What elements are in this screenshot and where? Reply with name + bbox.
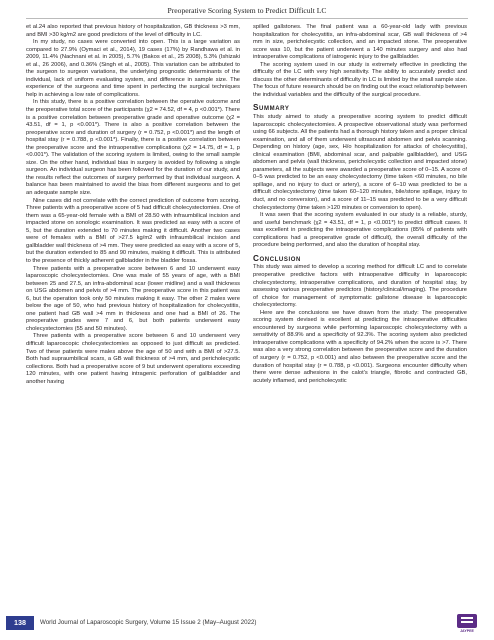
body-paragraph: In this study, there is a positive correlation between the operative outcome and the preoperative total score of the participants (χ2 = 74.52, df = 4, p <0.001*). There is a positive correlation between preoperative grade and operative outcome (χ2 = 43.51, df = 1, p <0.001*). There is also a positive correlation between the preoperative score and duration of surgery (r = 0.752, p <0.001*) and the length of hospital stay (r = 0.788, p <0.001*). Finally, there is a positive correlation between the preoperative score and the intraoperative complications (χ2 = 14.75, df = 1, p <0.001*). The validation of the scoring system is limited, owing to the small sample size. On the other hand, individual bias in surgery is avoided by following a single surgeon. An individual surgeon has been followed for the duration of our study, and the results reflect the outcomes of surgery performed by that individual surgeon. A balance has been maintained to avoid the bias from different surgeons and to get an adequate sample size. xyxy=(26,99,240,197)
header-rule xyxy=(26,18,468,19)
body-paragraph: Nine cases did not correlate with the correct prediction of outcome from scoring. Three patients with a preoperative score of 5 had difficult cholecystectomies. One of them was a 65-year-old female with a BMI of 28.50 with infraumbilical incision and impacted stone on sonologic examination. It was predicted as easy with a score of 5, but the duration extended to 70 minutes making it difficult. Another two cases were of females with a BMI of >27.5 kg/m2 with infraumbilical incision and gallbladder wall thickness of >4 mm. They were predicted as easy with a score of 5, but the duration extended to 85 and 90 minutes, making it difficult. This is attributed to the presence of thickly adherent gallbladder in the bladder fossa. xyxy=(26,197,240,264)
logo-text: JAYPEE xyxy=(460,629,474,633)
summary-heading: Summary xyxy=(253,103,290,113)
body-paragraph: et al.24 also reported that previous history of hospitalization, GB thickness >3 mm, and BMI >30 kg/m2 are good predictors of the level of difficulty in LC. xyxy=(26,24,240,38)
running-header: Preoperative Scoring System to Predict Difficult LC xyxy=(167,6,327,15)
conclusion-paragraph: This study was aimed to develop a scoring method for difficult LC and to correlate preoperative predictive factors with intraoperative difficulty in laparoscopic cholecystectomy, intraoperative complications, and duration of hospital stay, by assessing various preoperative predictors (history/clinical/imaging). The procedure of choice for management of symptomatic gallstone disease is laparoscopic cholecystectomy. xyxy=(253,264,467,309)
publisher-logo-icon xyxy=(454,613,480,633)
summary-paragraph: It was seen that the scoring system evaluated in our study is a reliable, sturdy, and useful benchmark (χ2 = 43.51, df = 1, p <0.001*) to predict difficult cases. It was excellent in predicting the intraoperative complications (85% of patients with complications had a preoperative grade of difficult), the overall difficulty of the procedure being performed, and also the duration of hospital stay. xyxy=(253,212,467,249)
left-column xyxy=(26,24,240,386)
summary-paragraph: This study aimed to study a preoperative scoring system to predict difficult laparoscopic cholecystectomies. A prospective observational study was performed using 66 subjects. All the patients had a thorough history taken and a proper clinical examination, and all of them underwent ultrasound abdomen and pelvis scanning. Depending on history (age, sex, H/o hospitalization for attacks of cholecystitis), clinical examination (BMI, abdominal scar, and palpable gallbladder), and USG abdomen and pelvis (wall thickness, pericholecystic collection and impacted stone) parameters, all the subjects were awarded a preoperative score of 0–15. A score of 0–5 was predicted to be an easy cholecystectomy (time taken <60 minutes, no bile spillage, and no injury to duct or artery), a score of 6–10 was predicted to be a difficult cholecystectomy (time taken 60–120 minutes, bile/stone spillage, injury to duct, and no conversion), and a score of 11–15 was predicted to be a very difficult cholecystectomy (time taken >120 minutes or conversion to open). xyxy=(253,114,467,211)
journal-citation: World Journal of Laparoscopic Surgery, Volume 15 Issue 2 (May–August 2022) xyxy=(40,619,257,626)
body-paragraph: Three patients with a preoperative score between 6 and 10 underwent easy laparoscopic cholecystectomies. One was male of 55 years of age, with a BMI between 25 and 27.5, an infra-abdominal scar (lower midline) and a wall thickness on USG abdomen and pelvis of >4 mm. The preoperative score in this patient was 6, but the operation took only 50 minutes making it easy. The other 2 males were below the age of 50, who had previous history of hospitalization for cholecystitis, one patient had GB wall >4 mm in thickness and one had a BMI of 26. The preoperative grades were 7 and 6, but both patients underwent easy cholecystectomies (55 and 50 minutes). xyxy=(26,265,240,332)
body-paragraph: Three patients with a preoperative score between 6 and 10 underwent very difficult laparoscopic cholecystectomies as opposed to just difficult as predicted. Two of these patients were males above the age of 50 and with a BMI of >27.5. Both had supraumbilical scars, a GB wall thickness of >4 mm, and pericholecystic collections. Both had a preoperative score of 9 but underwent operations exceeding 120 minutes, with one patient having intragenic perforation of gallbladder and another having xyxy=(26,333,240,385)
conclusion-paragraph: Here are the conclusions we have drawn from the study: The preoperative scoring system devised is excellent at predicting the intraoperative difficulties encountered by surgeons while performing laparoscopic cholecystectomy with a sensitivity of 88.9% and a specificity of 92.3%. The scoring system also predicted intraoperative complications with a specificity of 94.2% when the score is >7. There was also a very strong correlation between the preoperative score and the duration of surgery (r = 0.752, p <0.001) and also between the preoperative score and the duration of hospital stay (r = 0.788, p <0.001). Surgeons encounter difficulty when there were dense adhesions in the calot's triangle, fibrotic and contracted GB, acutely inflamed, and pericholecystic xyxy=(253,309,467,384)
right-column xyxy=(253,24,467,385)
body-paragraph: The scoring system used in our study is extremely effective in predicting the difficulty of the LC with very high sensitivity. The ability to accurately predict and discuss the other determinants of difficulty in LC is limited by the small sample size. The focus of future research should be on finding out the exact relationship between the individual variables and the difficulty of the surgical procedure. xyxy=(253,61,467,98)
body-paragraph: spilled gallstones. The final patient was a 60-year-old lady with previous hospitalization for cholecystitis, an infra-abdominal scar, GB wall thickness of >4 mm in size, pericholecystic collection, and an impacted stone. The preoperative score was 10, but the patient underwent a 140 minutes surgery and also had intraoperative complications of iatrogenic injury to the gallbladder. xyxy=(253,24,467,61)
body-paragraph: In my study, no cases were converted into open. This is a large variation as compared to 27.9% (Oymaci et al., 2014), 19 cases (17%) by Randhawa et al. in 2009, 11.4% (Nachnani et al. in 2005), 5.7% (Bakos et al., 25 2008), 5.3% (Ishizaki et al., 26 2006), and 0.36% (Singh et al., 2005). This variation can be attributed to the surgeon to surgeon variations, the underlying prognostic determinants of the individual, lack of uniform evaluating system, and difference in sample size. The experience of the surgeons and time spent in perfecting the surgical techniques help in achieving a low rate of complications. xyxy=(26,39,240,98)
page-number: 138 xyxy=(6,616,34,630)
conclusion-heading: Conclusion xyxy=(253,253,301,263)
